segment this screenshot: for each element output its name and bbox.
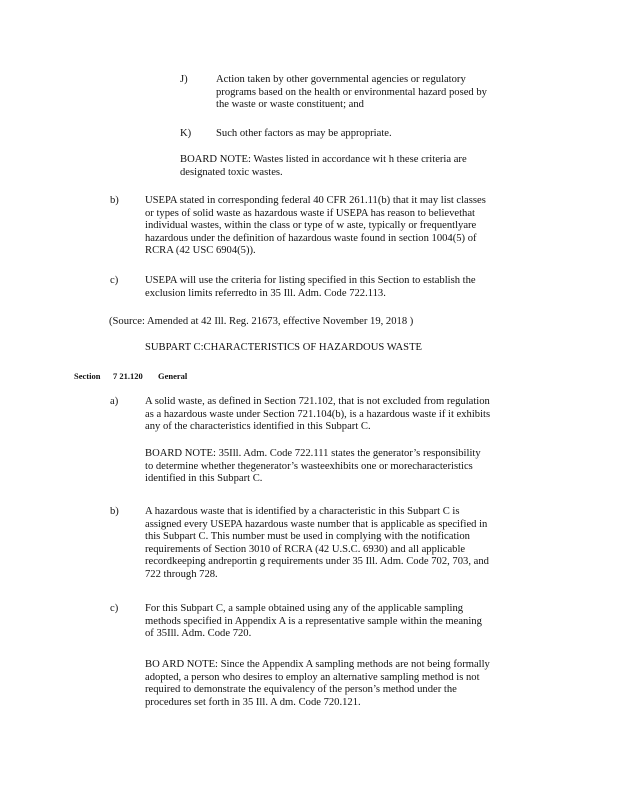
text-line: For this Subpart C, a sample obtained using any of the applicable sampling (145, 603, 464, 614)
item-c1-text (145, 275, 530, 300)
board-note-2 (145, 448, 530, 486)
text-line: exclusion limits referredto in 35 Ill. Adm. Code 722.113. (145, 287, 386, 299)
text-line: programs based on the health or environmental hazard posed by (216, 86, 487, 98)
item-b2-text (145, 506, 537, 582)
text-line: individual wastes, within the class or type of w aste, typically or frequentlyare (145, 220, 477, 232)
item-k-text (216, 128, 526, 141)
text-line: recordkeeping andreportin g requirements under 35 Ill. Adm. Code 702, 703, and (145, 556, 489, 568)
text-line: A hazardous waste that is identified by a characteristic in this Subpart C is (145, 506, 460, 517)
text-line: required to demonstrate the equivalency of the person’s method under the (145, 684, 457, 696)
text-line: identified in this Subpart C. (145, 473, 263, 485)
text-line: any of the characteristics identified in this Subpart C. (145, 421, 371, 433)
section-label: Section (74, 371, 101, 381)
text-line: or types of solid waste as hazardous waste if USEPA has reason to believethat (145, 207, 476, 219)
item-label-j: J) (180, 74, 188, 85)
item-label-b1: b) (110, 195, 119, 206)
section-title: General (158, 371, 188, 381)
text-line: as a hazardous waste under Section 721.104(b), is a hazardous waste if it exhibits (145, 408, 491, 420)
item-j-text (216, 74, 526, 112)
text-line: to determine whether thegenerator’s wasteexhibits one or morecharacteristics (145, 460, 473, 472)
text-line: USEPA stated in corresponding federal 40 CFR 261.11(b) that it may list classes (145, 195, 486, 206)
text-line: designated toxic wastes. (180, 166, 283, 178)
text-line: of 35Ill. Adm. Code 720. (145, 628, 252, 640)
text-line: assigned every USEPA hazardous waste number that is applicable as specified in (145, 518, 488, 530)
item-a2-text (145, 396, 530, 434)
text-line: hazardous under the definition of hazardous waste found in section 1004(5) of (145, 232, 477, 244)
text-line: USEPA will use the criteria for listing specified in this Section to establish the (145, 275, 476, 286)
item-label-c1: c) (110, 275, 119, 286)
board-note-3 (145, 659, 535, 709)
source-note: (Source: Amended at 42 Ill. Reg. 21673, effective November 19, 2018 ) (109, 316, 414, 327)
text-line: adopted, a person who desires to employ an alternative sampling method is not (145, 671, 480, 683)
item-label-a2: a) (110, 396, 119, 407)
item-label-k: K) (180, 128, 192, 139)
text-line: RCRA (42 USC 6904(5)). (145, 245, 256, 257)
text-line: this Subpart C. This number must be used in complying with the notification (145, 531, 470, 543)
text-line: 722 through 728. (145, 568, 218, 580)
text-line: requirements of Section 3010 of RCRA (42 U.S.C. 6930) and all applicable (145, 543, 466, 555)
text-line: A solid waste, as defined in Section 721.102, that is not excluded from regulation (145, 396, 490, 407)
text-line: Action taken by other governmental agencies or regulatory (216, 74, 466, 85)
board-note-1 (180, 154, 510, 179)
text-line: the waste or waste constituent; and (216, 99, 364, 111)
item-b1-text (145, 195, 530, 258)
text-line: methods specified in Appendix A is a representative sample within the meaning (145, 615, 482, 627)
item-c2-text (145, 603, 530, 641)
text-line: BOARD NOTE: 35Ill. Adm. Code 722.111 states the generator’s responsibility (145, 448, 481, 459)
item-label-c2: c) (110, 603, 119, 614)
text-line: BO ARD NOTE: Since the Appendix A sampling methods are not being formally (145, 659, 490, 670)
text-line: BOARD NOTE: Wastes listed in accordance wit h these criteria are (180, 154, 467, 165)
section-number: 7 21.120 (113, 371, 143, 381)
text-line: Such other factors as may be appropriate. (216, 128, 392, 139)
text-line: procedures set forth in 35 Ill. A dm. Code 720.121. (145, 696, 361, 708)
subpart-heading: SUBPART C:CHARACTERISTICS OF HAZARDOUS WASTE (145, 342, 423, 353)
item-label-b2: b) (110, 506, 119, 517)
